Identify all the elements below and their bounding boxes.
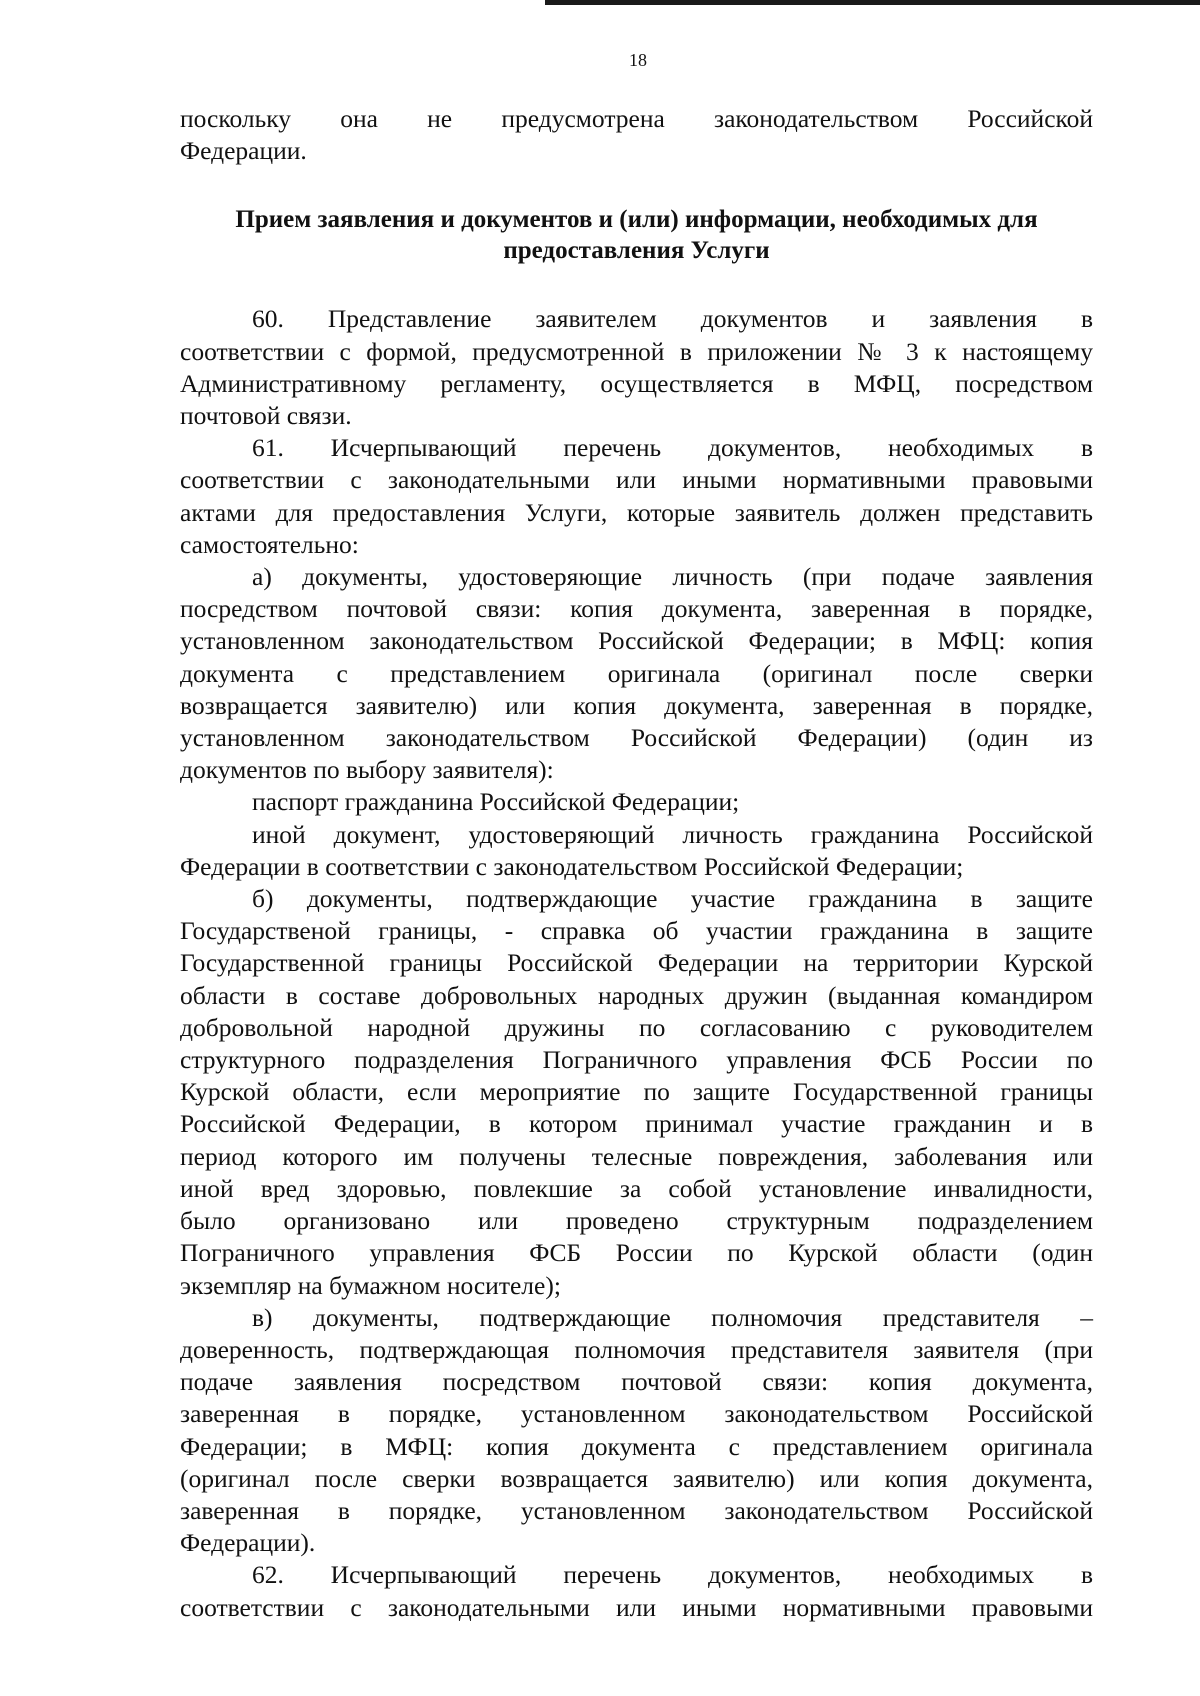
text-line: подаче заявления посредством почтовой связи: копия документа, — [180, 1367, 1093, 1397]
text-line: добровольной народной дружины по согласованию с руководителем — [180, 1012, 1093, 1042]
text-line: заверенная в порядке, установленном законодательством Российской — [180, 1495, 1093, 1525]
page-number: 18 — [629, 50, 647, 70]
text-line: соответствии с формой, предусмотренной в приложении № 3 к настоящему — [180, 336, 1093, 366]
text-line: 60. Представление заявителем документов и заявления в — [252, 304, 1093, 334]
text-line: экземпляр на бумажном носителе); — [180, 1270, 561, 1300]
text-line: установленном законодательством Российской Федерации; в МФЦ: копия — [180, 626, 1093, 656]
text-line: установленном законодательством Российской Федерации) (один из — [180, 723, 1093, 753]
text-line: Государственной границы Российской Федерации на территории Курской — [180, 948, 1093, 978]
document-body — [180, 103, 1093, 1624]
text-line: посредством почтовой связи: копия документа, заверенная в порядке, — [180, 594, 1093, 624]
text-line: период которого им получены телесные повреждения, заболевания или — [180, 1141, 1093, 1171]
text-line: Федерации; в МФЦ: копия документа с представлением оригинала — [180, 1431, 1093, 1461]
text-line: самостоятельно: — [180, 529, 359, 559]
text-line: области в составе добровольных народных дружин (выданная командиром — [180, 980, 1093, 1010]
text-line: документа с представлением оригинала (оригинал после сверки — [180, 658, 1093, 688]
text-line: паспорт гражданина Российской Федерации; — [252, 787, 740, 817]
scan-edge-line — [545, 0, 1200, 5]
text-line: Административному регламенту, осуществляется в МФЦ, посредством — [180, 368, 1093, 398]
text-line: (оригинал после сверки возвращается заявителю) или копия документа, — [180, 1463, 1093, 1493]
text-line: Государственой границы, - справка об участии гражданина в защите — [180, 916, 1093, 946]
text-line: Курской области, если мероприятие по защите Государственной границы — [180, 1077, 1093, 1107]
text-line: б) документы, подтверждающие участие гражданина в защите — [252, 884, 1093, 914]
text-line: а) документы, удостоверяющие личность (при подаче заявления — [252, 562, 1093, 592]
section-heading — [180, 204, 1093, 266]
text-line: актами для предоставления Услуги, которые заявитель должен представить — [180, 497, 1093, 527]
text-line: Федерации в соответствии с законодательством Российской Федерации; — [180, 851, 964, 881]
text-line: 61. Исчерпывающий перечень документов, необходимых в — [252, 433, 1093, 463]
text-line: поскольку она не предусмотрена законодательством Российской — [180, 104, 1093, 133]
text-line: заверенная в порядке, установленном законодательством Российской — [180, 1399, 1093, 1429]
section-heading-line: предоставления Услуги — [503, 237, 770, 265]
text-line: Российской Федерации, в котором принимал участие гражданин и в — [180, 1109, 1093, 1139]
text-line: в) документы, подтверждающие полномочия представителя – — [252, 1302, 1093, 1332]
text-line: доверенность, подтверждающая полномочия представителя заявителя (при — [180, 1334, 1093, 1364]
text-line: Федерации). — [180, 1528, 316, 1558]
text-line: было организовано или проведено структурным подразделением — [180, 1206, 1093, 1236]
text-line: соответствии с законодательными или иными нормативными правовыми — [180, 465, 1093, 495]
text-line: документов по выбору заявителя): — [180, 755, 554, 785]
text-line: возвращается заявителю) или копия документа, заверенная в порядке, — [180, 690, 1093, 720]
text-line: почтовой связи. — [180, 401, 352, 431]
text-line: Пограничного управления ФСБ России по Курской области (один — [180, 1238, 1093, 1268]
section-heading-line: Прием заявления и документов и (или) информации, необходимых для — [235, 206, 1038, 234]
text-line: соответствии с законодательными или иными нормативными правовыми — [180, 1592, 1093, 1622]
text-line: структурного подразделения Пограничного управления ФСБ России по — [180, 1045, 1093, 1075]
text-line: 62. Исчерпывающий перечень документов, необходимых в — [252, 1560, 1093, 1590]
text-line: иной документ, удостоверяющий личность гражданина Российской — [252, 819, 1093, 849]
text-line: Федерации. — [180, 136, 307, 166]
text-line: иной вред здоровью, повлекшие за собой установление инвалидности, — [180, 1173, 1093, 1203]
